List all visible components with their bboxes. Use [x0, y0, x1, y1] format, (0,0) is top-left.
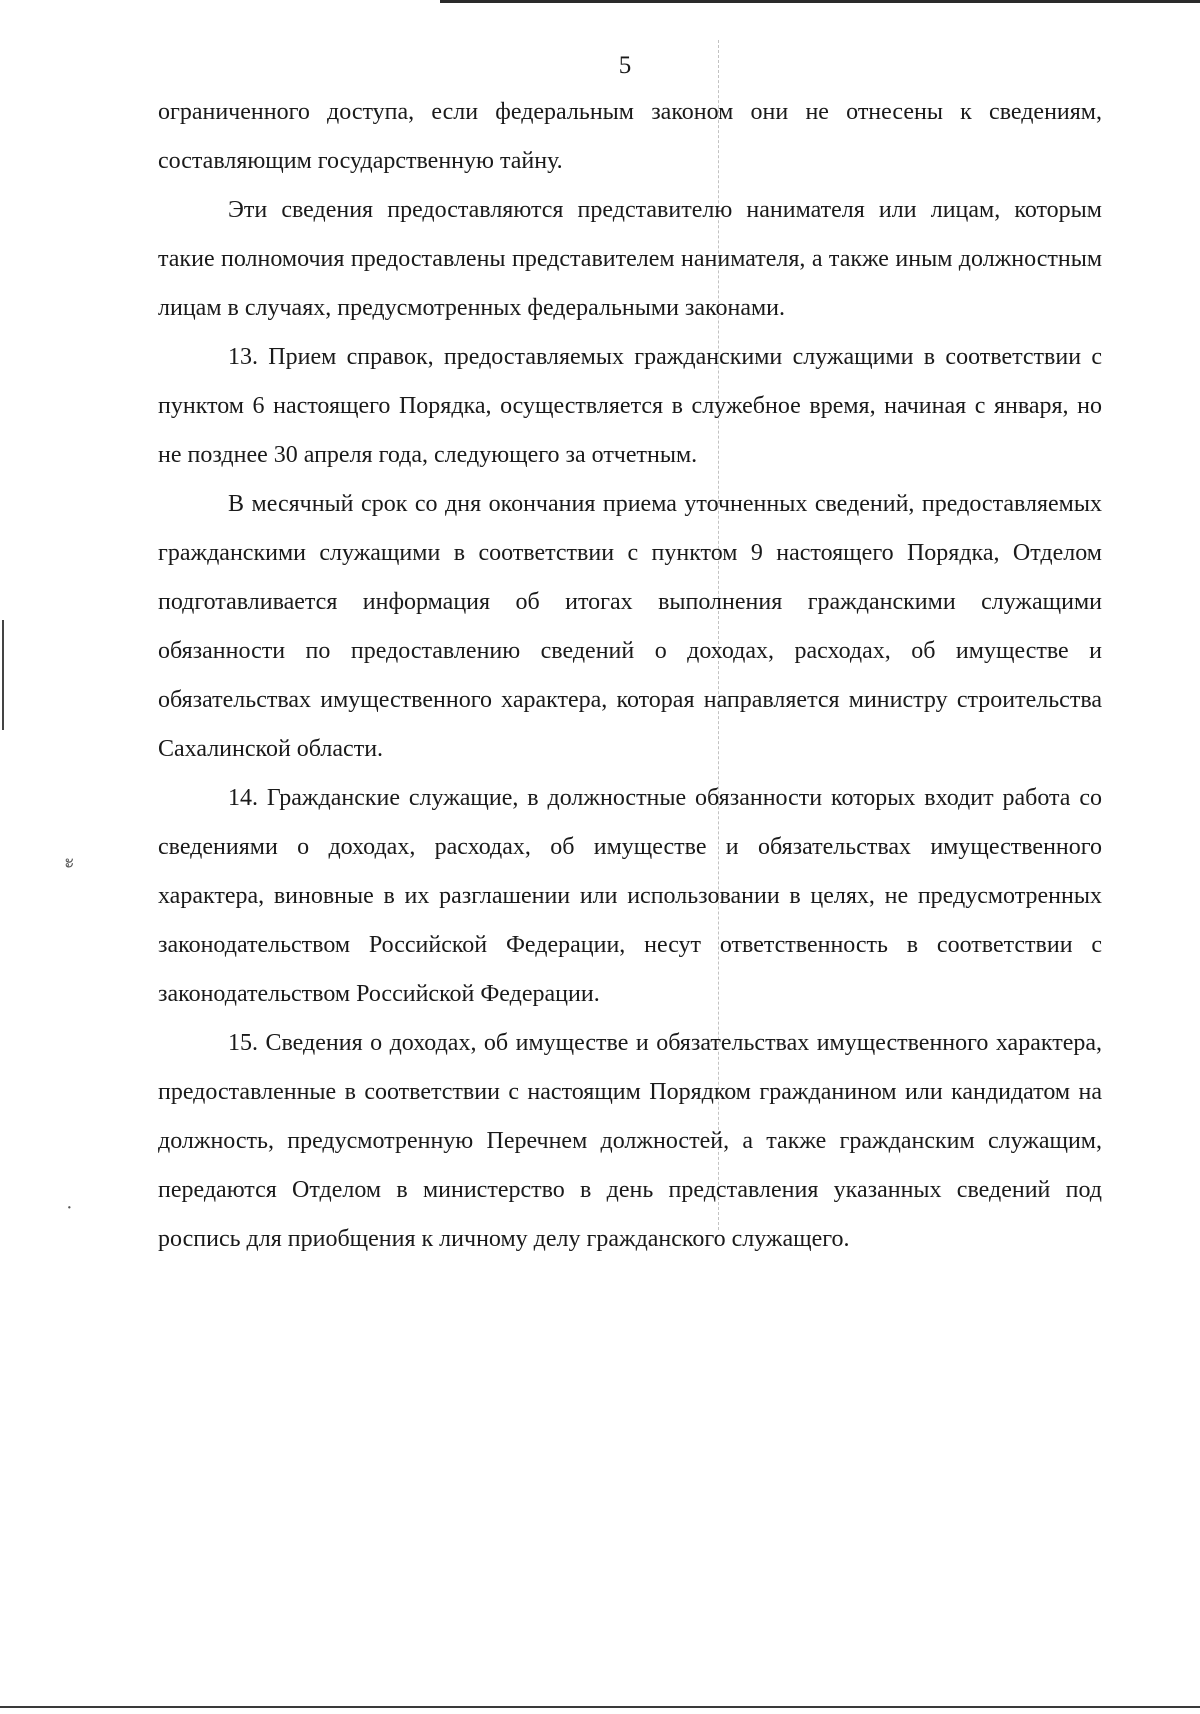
scan-speck: · [66, 1197, 73, 1219]
paragraph: В месячный срок со дня окончания приема уточненных сведений, предоставляемых гражданскими служащими в соответствии с пунктом 9 настоящего Порядка, Отделом подготавливается информация об итогах выполнения гражданскими служащими обязанности по предоставлению сведений о доходах, расходах, об имуществе и обязательствах имущественного характера, которая направляется министру строительства Сахалинской области. [158, 491, 1102, 762]
paragraph-item-13: 13. Прием справок, предоставляемых гражданскими служащими в соответствии с пунктом 6 настоящего Порядка, осуществляется в служебное время, начиная с января, но не позднее 30 апреля года, следующего за отчетным. [158, 344, 1102, 468]
paragraph-item-15: 15. Сведения о доходах, об имуществе и обязательствах имущественного характера, предоставленные в соответствии с настоящим Порядком гражданином или кандидатом на должность, предусмотренную Перечнем должностей, а также гражданским служащим, передаются Отделом в министерство в день представления указанных сведений под роспись для приобщения к личному делу гражданского служащего. [158, 1030, 1102, 1252]
page-number: 5 [618, 52, 632, 79]
paragraph-item-14: 14. Гражданские служащие, в должностные обязанности которых входит работа со сведениями о доходах, расходах, об имуществе и обязательствах имущественного характера, виновные в их разглашении или использовании в целях, не предусмотренных законодательством Российской Федерации, несут ответственность в соответствии с законодательством Российской Федерации. [158, 785, 1102, 1007]
scan-top-border [440, 0, 1200, 3]
scan-left-mark [2, 620, 4, 730]
paragraph-continuation: ограниченного доступа, если федеральным законом они не отнесены к сведениям, составляющим государственную тайну. [158, 99, 1102, 174]
scan-speck: ะ [64, 851, 75, 873]
scan-bottom-border [0, 1706, 1200, 1708]
paragraph: Эти сведения предоставляются представителю нанимателя или лицам, которым такие полномочия предоставлены представителем нанимателя, а также иным должностным лицам в случаях, предусмотренных федеральными законами. [158, 197, 1102, 321]
document-body [158, 88, 1102, 1264]
